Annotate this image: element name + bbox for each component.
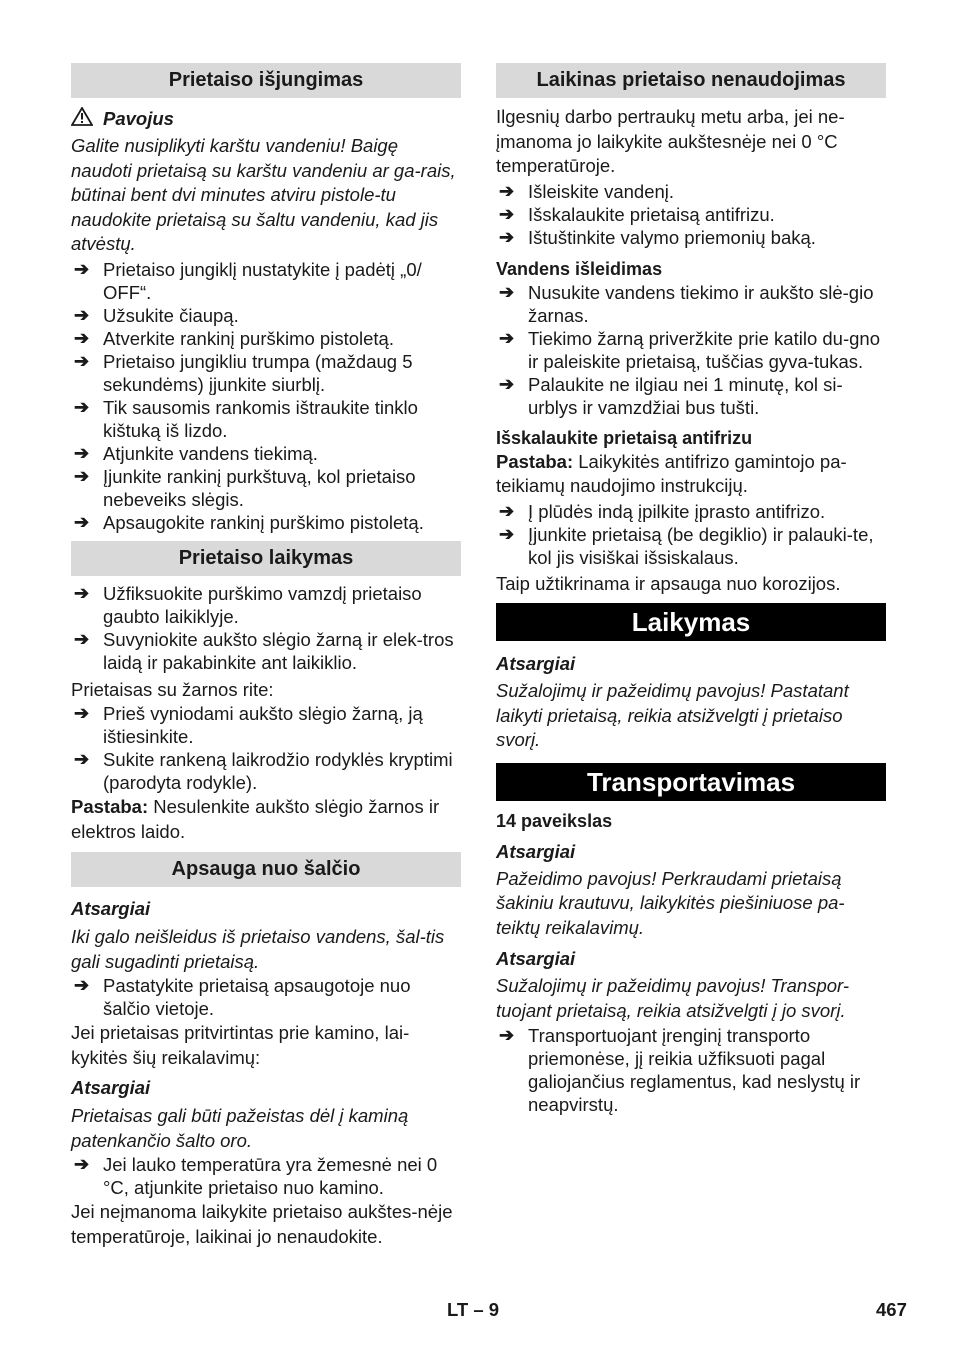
list-item bbox=[71, 258, 461, 304]
disuse-steps bbox=[496, 180, 886, 249]
list-item-text: Apsaugokite rankinį purškimo pistoletą. bbox=[103, 511, 424, 533]
left-column bbox=[71, 63, 461, 1249]
arrow-bullet-icon: ➔ bbox=[499, 373, 515, 394]
list-item-text: Sukite rankeną laikrodžio rodyklės kryptimi (parodyta rodykle). bbox=[103, 749, 453, 793]
arrow-bullet-icon: ➔ bbox=[499, 523, 515, 544]
flush-final-text: Taip užtikrinama ir apsauga nuo korozijos. bbox=[496, 572, 841, 594]
list-item bbox=[71, 974, 461, 1020]
list-item bbox=[71, 582, 461, 628]
arrow-bullet-icon: ➔ bbox=[499, 203, 515, 224]
caution-label: Atsargiai bbox=[496, 653, 576, 674]
arrow-bullet-icon: ➔ bbox=[74, 628, 90, 649]
footer-language-code: LT – 9 bbox=[447, 1299, 500, 1320]
right-column bbox=[496, 63, 886, 1116]
caution-text: Sužalojimų ir pažeidimų pavojus! Pastatant laikyti prietaisą, reikia atsižvelgti į prietaiso svorį. bbox=[496, 680, 849, 750]
caution-label: Atsargiai bbox=[496, 948, 576, 969]
section-heading-shutdown: Prietaiso išjungimas bbox=[71, 63, 461, 98]
drain-steps bbox=[496, 281, 886, 419]
frost-final-text: Jei neįmanoma laikykite prietaiso aukštes-nėje temperatūroje, laikinai jo nenaudokite. bbox=[71, 1201, 453, 1247]
section-heading-frost: Apsauga nuo šalčio bbox=[71, 852, 461, 887]
arrow-bullet-icon: ➔ bbox=[499, 327, 515, 348]
list-item bbox=[71, 442, 461, 465]
list-item-text: Prieš vyniodami aukšto slėgio žarną, ją ištiesinkite. bbox=[103, 703, 423, 747]
disuse-intro: Ilgesnių darbo pertraukų metu arba, jei ne-įmanoma jo laikykite aukštesnėje nei 0 °C temperatūroje. bbox=[496, 106, 845, 176]
transport-steps bbox=[496, 1024, 886, 1116]
flush-note bbox=[496, 450, 886, 499]
list-item-text: Palaukite ne ilgiau nei 1 minutę, kol si-urblys ir vamzdžiai bus tušti. bbox=[528, 373, 843, 418]
caution-text: Sužalojimų ir pažeidimų pavojus! Transpor-tuojant prietaisą, reikia atsižvelgti į jo svorį. bbox=[496, 975, 850, 1021]
danger-label: Pavojus bbox=[103, 108, 174, 129]
caution-text: Prietaisas gali būti pažeistas dėl į kaminą patenkančio šalto oro. bbox=[71, 1105, 409, 1151]
list-item-text: Tiekimo žarną priveržkite prie katilo du-gno ir paleiskite prietaisą, tuščias gyva-tukas. bbox=[528, 327, 880, 372]
list-item-text: Transportuojant įrenginį transporto priemonėse, jį reikia užfiksuoti pagal galiojančius reglamentus, kad neslystų ir neapvirstų. bbox=[528, 1025, 861, 1115]
caution-label: Atsargiai bbox=[71, 1077, 151, 1098]
list-item-text: Užfiksuokite purškimo vamzdį prietaiso gaubto laikiklyje. bbox=[103, 582, 422, 627]
arrow-bullet-icon: ➔ bbox=[74, 749, 90, 769]
figure-reference: 14 paveikslas bbox=[496, 810, 613, 831]
list-item-text: Išleiskite vandenį. bbox=[528, 180, 675, 202]
chimney-steps bbox=[71, 1153, 461, 1199]
list-item bbox=[496, 203, 886, 226]
list-item bbox=[71, 511, 461, 534]
list-item bbox=[71, 702, 461, 748]
reel-text: Prietaisas su žarnos rite: bbox=[71, 678, 274, 700]
chimney-text: Jei prietaisas pritvirtintas prie kamino, lai-kykitės šių reikalavimų: bbox=[71, 1022, 410, 1068]
note-label: Pastaba: bbox=[496, 450, 574, 472]
caution-label: Atsargiai bbox=[71, 898, 151, 919]
list-item-text: Nusukite vandens tiekimo ir aukšto slė-gio žarnas. bbox=[528, 281, 874, 326]
list-item bbox=[496, 226, 886, 249]
list-item bbox=[71, 1153, 461, 1199]
flush-steps bbox=[496, 500, 886, 569]
list-item-text: Į plūdės indą įpilkite įprasto antifrizo. bbox=[528, 500, 826, 522]
list-item bbox=[496, 1024, 886, 1116]
flush-subheading: Išskalaukite prietaisą antifrizu bbox=[496, 427, 753, 448]
arrow-bullet-icon: ➔ bbox=[499, 226, 515, 247]
note-text: Nesulenkite aukšto slėgio žarnos ir elektros laido. bbox=[71, 796, 440, 842]
caution-text: Iki galo neišleidus iš prietaiso vandens, šal-tis gali sugadinti prietaisą. bbox=[71, 926, 445, 972]
list-item-text: Įjunkite prietaisą (be degiklio) ir palauki-te, kol jis visiškai išsiskalaus. bbox=[528, 523, 874, 568]
list-item-text: Jei lauko temperatūra yra žemesnė nei 0 °C, atjunkite prietaiso nuo kamino. bbox=[103, 1154, 438, 1198]
section-heading-temporary-disuse: Laikinas prietaiso nenaudojimas bbox=[496, 63, 886, 98]
list-item-text: Prietaiso jungikliu trumpa (maždaug 5 sekundėms) įjunkite siurblį. bbox=[103, 350, 413, 395]
arrow-bullet-icon: ➔ bbox=[74, 304, 90, 325]
note-text: Laikykitės antifrizo gamintojo pa-teikiamų naudojimo instrukcijų. bbox=[496, 450, 847, 496]
arrow-bullet-icon: ➔ bbox=[74, 465, 90, 486]
list-item-text: Užsukite čiaupą. bbox=[103, 304, 239, 326]
list-item bbox=[71, 304, 461, 327]
list-item bbox=[496, 327, 886, 373]
arrow-bullet-icon: ➔ bbox=[74, 396, 90, 417]
frost-steps bbox=[71, 974, 461, 1020]
caution-text: Pažeidimo pavojus! Perkraudami prietaisą šakiniu krautuvu, laikykitės piešiniuose pa-teiktų reikalavimų. bbox=[496, 867, 845, 938]
list-item-text: Atverkite rankinį purškimo pistoletą. bbox=[103, 327, 394, 349]
storage-steps bbox=[71, 582, 461, 674]
warning-triangle-icon bbox=[71, 107, 93, 131]
arrow-bullet-icon: ➔ bbox=[499, 180, 515, 201]
list-item bbox=[71, 465, 461, 511]
shutdown-steps bbox=[71, 258, 461, 534]
list-item-text: Atjunkite vandens tiekimą. bbox=[103, 442, 318, 464]
list-item bbox=[71, 748, 461, 794]
arrow-bullet-icon: ➔ bbox=[499, 500, 515, 521]
list-item-text: Ištuštinkite valymo priemonių baką. bbox=[528, 226, 816, 248]
arrow-bullet-icon: ➔ bbox=[74, 258, 90, 279]
list-item bbox=[71, 628, 461, 674]
list-item-text: Prietaiso jungiklį nustatykite į padėtį „0/ OFF“. bbox=[103, 258, 422, 303]
list-item-text: Išskalaukite prietaisą antifrizu. bbox=[528, 203, 775, 225]
arrow-bullet-icon: ➔ bbox=[499, 281, 515, 302]
reel-steps bbox=[71, 702, 461, 794]
arrow-bullet-icon: ➔ bbox=[74, 350, 90, 371]
list-item-text: Pastatykite prietaisą apsaugotoje nuo šalčio vietoje. bbox=[103, 975, 411, 1019]
list-item-text: Įjunkite rankinį purkštuvą, kol prietaiso nebeveiks slėgis. bbox=[103, 465, 416, 510]
list-item bbox=[71, 396, 461, 442]
list-item bbox=[496, 373, 886, 419]
arrow-bullet-icon: ➔ bbox=[74, 703, 90, 723]
danger-label-row bbox=[71, 107, 461, 131]
arrow-bullet-icon: ➔ bbox=[74, 442, 90, 463]
section-heading-transport: Transportavimas bbox=[496, 763, 886, 801]
arrow-bullet-icon: ➔ bbox=[74, 511, 90, 532]
drain-subheading: Vandens išleidimas bbox=[496, 258, 663, 279]
list-item bbox=[496, 180, 886, 203]
section-heading-storage: Laikymas bbox=[496, 603, 886, 641]
list-item bbox=[71, 350, 461, 396]
arrow-bullet-icon: ➔ bbox=[74, 1154, 90, 1174]
caution-label: Atsargiai bbox=[496, 840, 576, 862]
section-heading-storage-device: Prietaiso laikymas bbox=[71, 541, 461, 576]
list-item bbox=[496, 523, 886, 569]
arrow-bullet-icon: ➔ bbox=[74, 975, 90, 995]
arrow-bullet-icon: ➔ bbox=[499, 1025, 515, 1045]
storage-note bbox=[71, 795, 461, 844]
list-item bbox=[496, 500, 886, 523]
list-item bbox=[71, 327, 461, 350]
list-item-text: Suvyniokite aukšto slėgio žarną ir elek-tros laidą ir pakabinkite ant laikiklio. bbox=[103, 628, 454, 673]
list-item bbox=[496, 281, 886, 327]
danger-text: Galite nusiplikyti karštu vandeniu! Baigę naudoti prietaisą su karštu vandeniu ar ga-rais, būtinai bent dvi minutes atviru pistole-tu naudokite prietaisą su šaltu vandeniu, kad jis atvėstų. bbox=[71, 135, 456, 254]
arrow-bullet-icon: ➔ bbox=[74, 327, 90, 348]
note-label: Pastaba: bbox=[71, 796, 149, 817]
arrow-bullet-icon: ➔ bbox=[74, 582, 90, 603]
list-item-text: Tik sausomis rankomis ištraukite tinklo kištuką iš lizdo. bbox=[103, 396, 418, 441]
footer-page-number: 467 bbox=[876, 1299, 907, 1320]
